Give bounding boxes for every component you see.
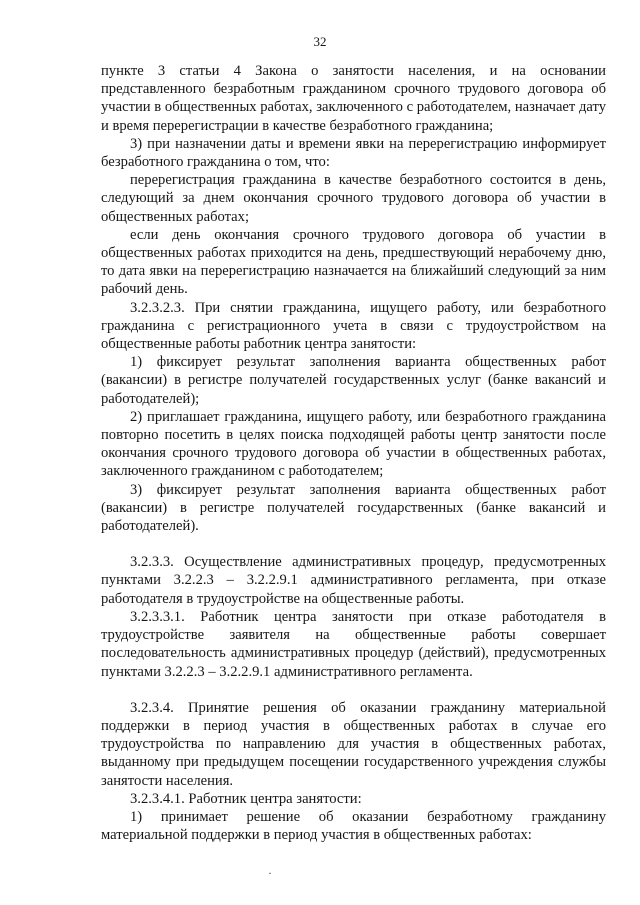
paragraph-item-3: 3) при назначении даты и времени явки на перерегистрацию информирует безработного гражданина о том, что: bbox=[101, 135, 606, 171]
paragraph-item-2-invites: 2) приглашает гражданина, ищущего работу, или безработного гражданина повторно посетить в целях поиска подходящей работы центр занятости после окончания срочного трудового договора об участии в общественных работах, заключенного гражданином с работодателем; bbox=[101, 408, 606, 480]
page-number: 32 bbox=[313, 34, 327, 49]
paragraph-3-2-3-4: 3.2.3.4. Принятие решения об оказании гражданину материальной поддержки в период участия в общественных работах в случае его трудоустройства по направлению для участия в общественных работах, выданному при предыдущем посещении государственного учреждения службы занятости населения. bbox=[101, 699, 606, 789]
paragraph-item-3-fixes-result: 3) фиксирует результат заполнения варианта общественных работ (вакансии) в регистре получателей государственных (банке вакансий и работодателей). bbox=[101, 481, 606, 535]
paragraph-decision-support: 1) принимает решение об оказании безработному гражданину материальной поддержки в период участия в общественных работах: bbox=[101, 808, 606, 844]
paragraph-3-2-3-4-1: 3.2.3.4.1. Работник центра занятости: bbox=[130, 790, 362, 807]
paragraph-3-2-3-2-3: 3.2.3.2.3. При снятии гражданина, ищущего работу, или безработного гражданина с регистрационного учета в связи с трудоустройством на общественные работы работник центра занятости: bbox=[101, 299, 606, 353]
paragraph-3-2-3-3-1: 3.2.3.3.1. Работник центра занятости при отказе работодателя в трудоустройстве заявителя на общественные работы совершает последовательность административных процедур (действий), предусмотренных пунктами 3.2.2.3 – 3.2.2.9.1 административного регламента. bbox=[101, 608, 606, 680]
scan-artifact-mark: · bbox=[268, 866, 272, 880]
paragraph-item-1-fixes-result: 1) фиксирует результат заполнения варианта общественных работ (вакансии) в регистре получателей государственных услуг (банке вакансий и работодателей); bbox=[101, 354, 606, 407]
document-body bbox=[101, 62, 606, 844]
paragraph-continuation: пункте 3 статьи 4 Закона о занятости населения, и на основании представленного безработным гражданином срочного трудового договора об участии в общественных работах, заключенного с работодателем, назначает дату и время перерегистрации в качестве безработного гражданина; bbox=[101, 63, 606, 134]
paragraph-nonworking-day: если день окончания срочного трудового договора об участии в общественных работах приходится на день, предшествующий нерабочему дню, то дата явки на перерегистрацию назначается на ближайший следующий за ним рабочий день. bbox=[101, 226, 606, 298]
paragraph-reregistration-date: перерегистрация гражданина в качестве безработного состоится в день, следующий за днем окончания срочного трудового договора об участии в общественных работах; bbox=[101, 172, 606, 225]
paragraph-3-2-3-3: 3.2.3.3. Осуществление административных процедур, предусмотренных пунктами 3.2.2.3 – 3.2.2.9.1 административного регламента, при отказе работодателя в трудоустройстве на общественные работы. bbox=[101, 554, 606, 607]
